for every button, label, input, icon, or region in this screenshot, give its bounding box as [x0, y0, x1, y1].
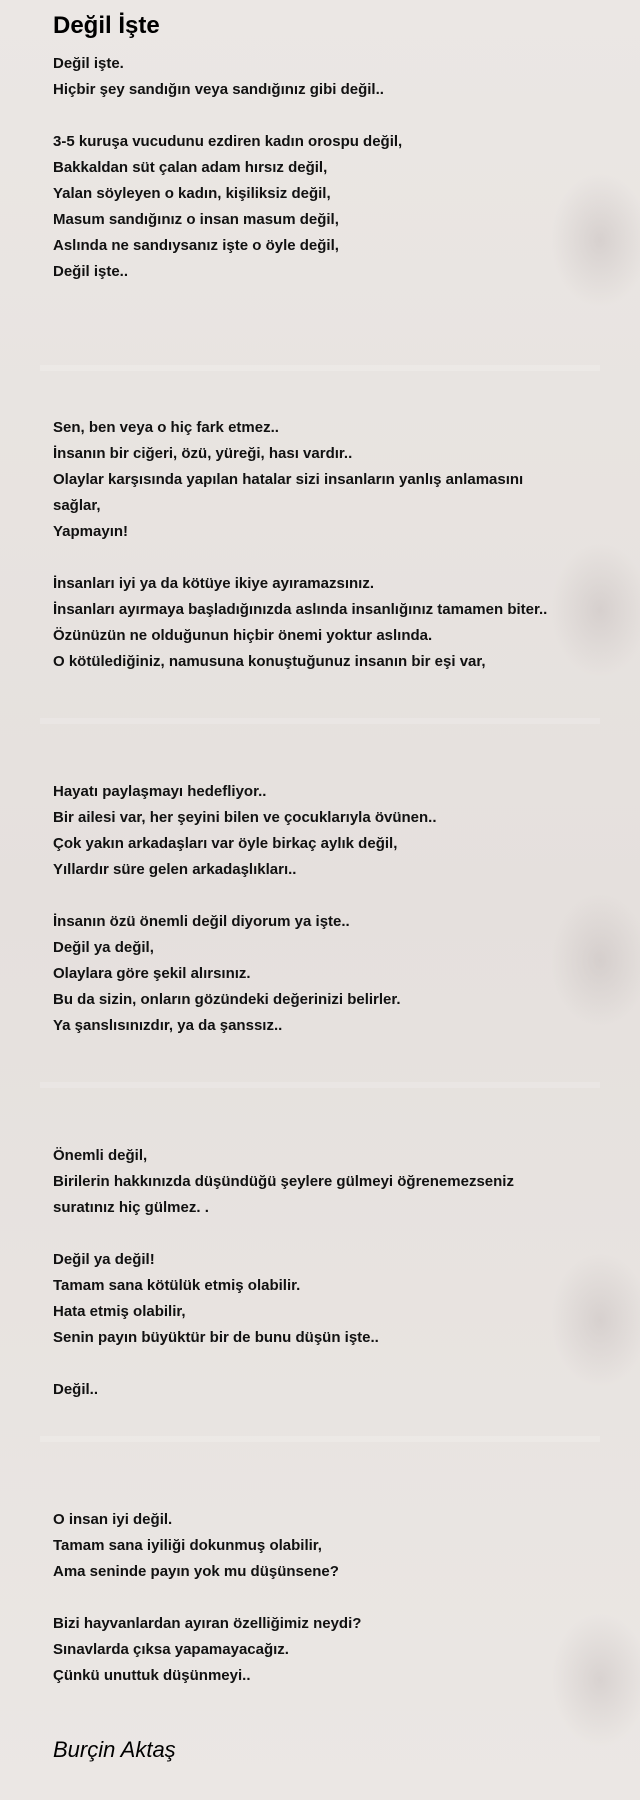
poem-line: Bakkaldan süt çalan adam hırsız değil, [53, 159, 328, 176]
poem-line: Bizi hayvanlardan ayıran özelliğimiz neydi? [53, 1615, 362, 1632]
poem-line: İnsanları ayırmaya başladığınızda aslında insanlığınız tamamen biter.. [53, 601, 548, 618]
stanza-break [53, 1429, 613, 1455]
poem-author[interactable]: Burçin Aktaş [53, 1737, 176, 1762]
poem-line: Yapmayın! [53, 523, 129, 540]
stanza-break [53, 675, 613, 701]
stanza-break [53, 883, 613, 909]
stanza-break [53, 727, 613, 753]
poem-line: suratınız hiç gülmez. . [53, 1199, 209, 1216]
poem-line: Tamam sana iyiliği dokunmuş olabilir, [53, 1537, 322, 1554]
stanza-break [53, 389, 613, 415]
poem-line: Sınavlarda çıksa yapamayacağız. [53, 1641, 289, 1658]
poem-title: Değil İşte [53, 12, 160, 39]
poem-line: Ya şanslısınızdır, ya da şanssız.. [53, 1017, 283, 1034]
poem-body [53, 51, 613, 1689]
poem-line: Olaylara göre şekil alırsınız. [53, 965, 251, 982]
poem-line: Yıllardır süre gelen arkadaşlıkları.. [53, 861, 297, 878]
stanza-break [53, 1091, 613, 1117]
stanza-break [53, 1403, 613, 1429]
poem-line: Özünüzün ne olduğunun hiçbir önemi yoktur aslında. [53, 627, 433, 644]
stanza-break [53, 1481, 613, 1507]
poem-line: Değil ya değil! [53, 1251, 155, 1268]
stanza-break [53, 1351, 613, 1377]
stanza-break [53, 701, 613, 727]
poem-line: Çünkü unuttuk düşünmeyi.. [53, 1667, 251, 1684]
poem-line: Tamam sana kötülük etmiş olabilir. [53, 1277, 301, 1294]
poem-line: Bir ailesi var, her şeyini bilen ve çocuklarıyla övünen.. [53, 809, 437, 826]
stanza-break [53, 753, 613, 779]
poem-line: Hayatı paylaşmayı hedefliyor.. [53, 783, 267, 800]
poem-line: Bu da sizin, onların gözündeki değerinizi belirler. [53, 991, 401, 1008]
stanza-break [53, 1065, 613, 1091]
poem-line: Değil işte. [53, 55, 124, 72]
stanza-break [53, 285, 613, 311]
poem-line: Önemli değil, [53, 1147, 148, 1164]
poem-line: Hiçbir şey sandığın veya sandığınız gibi değil.. [53, 81, 384, 98]
poem-line: Olaylar karşısında yapılan hatalar sizi insanların yanlış anlamasını [53, 471, 524, 488]
poem-line: Ama seninde payın yok mu düşünsene? [53, 1563, 339, 1580]
poem-line: O insan iyi değil. [53, 1511, 173, 1528]
poem-line: Sen, ben veya o hiç fark etmez.. [53, 419, 279, 436]
stanza-break [53, 1455, 613, 1481]
poem-line: İnsanın bir ciğeri, özü, yüreği, hası vardır.. [53, 445, 353, 462]
poem-line: Değil işte.. [53, 263, 129, 280]
poem-line: O kötülediğiniz, namusuna konuştuğunuz insanın bir eşi var, [53, 653, 486, 670]
poem-line: İnsanları iyi ya da kötüye ikiye ayıramazsınız. [53, 575, 374, 592]
poem-line: Çok yakın arkadaşları var öyle birkaç aylık değil, [53, 835, 398, 852]
stanza-break [53, 103, 613, 129]
poem-line: İnsanın özü önemli değil diyorum ya işte.. [53, 913, 350, 930]
poem-line: Yalan söyleyen o kadın, kişiliksiz değil, [53, 185, 331, 202]
stanza-break [53, 337, 613, 363]
stanza-break [53, 1039, 613, 1065]
poem-line: Masum sandığınız o insan masum değil, [53, 211, 339, 228]
poem-line: Birilerin hakkınızda düşündüğü şeylere gülmeyi öğrenemezseniz [53, 1173, 514, 1190]
poem-line: Değil.. [53, 1381, 99, 1398]
poem-line: sağlar, [53, 497, 101, 514]
poem-line: Değil ya değil, [53, 939, 154, 956]
poem-line: 3-5 kuruşa vucudunu ezdiren kadın orospu değil, [53, 133, 403, 150]
stanza-break [53, 545, 613, 571]
stanza-break [53, 1221, 613, 1247]
poem-line: Aslında ne sandıysanız işte o öyle değil, [53, 237, 339, 254]
stanza-break [53, 311, 613, 337]
poem-line: Hata etmiş olabilir, [53, 1303, 186, 1320]
stanza-break [53, 1117, 613, 1143]
stanza-break [53, 1585, 613, 1611]
stanza-break [53, 363, 613, 389]
poem-line: Senin payın büyüktür bir de bunu düşün işte.. [53, 1329, 379, 1346]
